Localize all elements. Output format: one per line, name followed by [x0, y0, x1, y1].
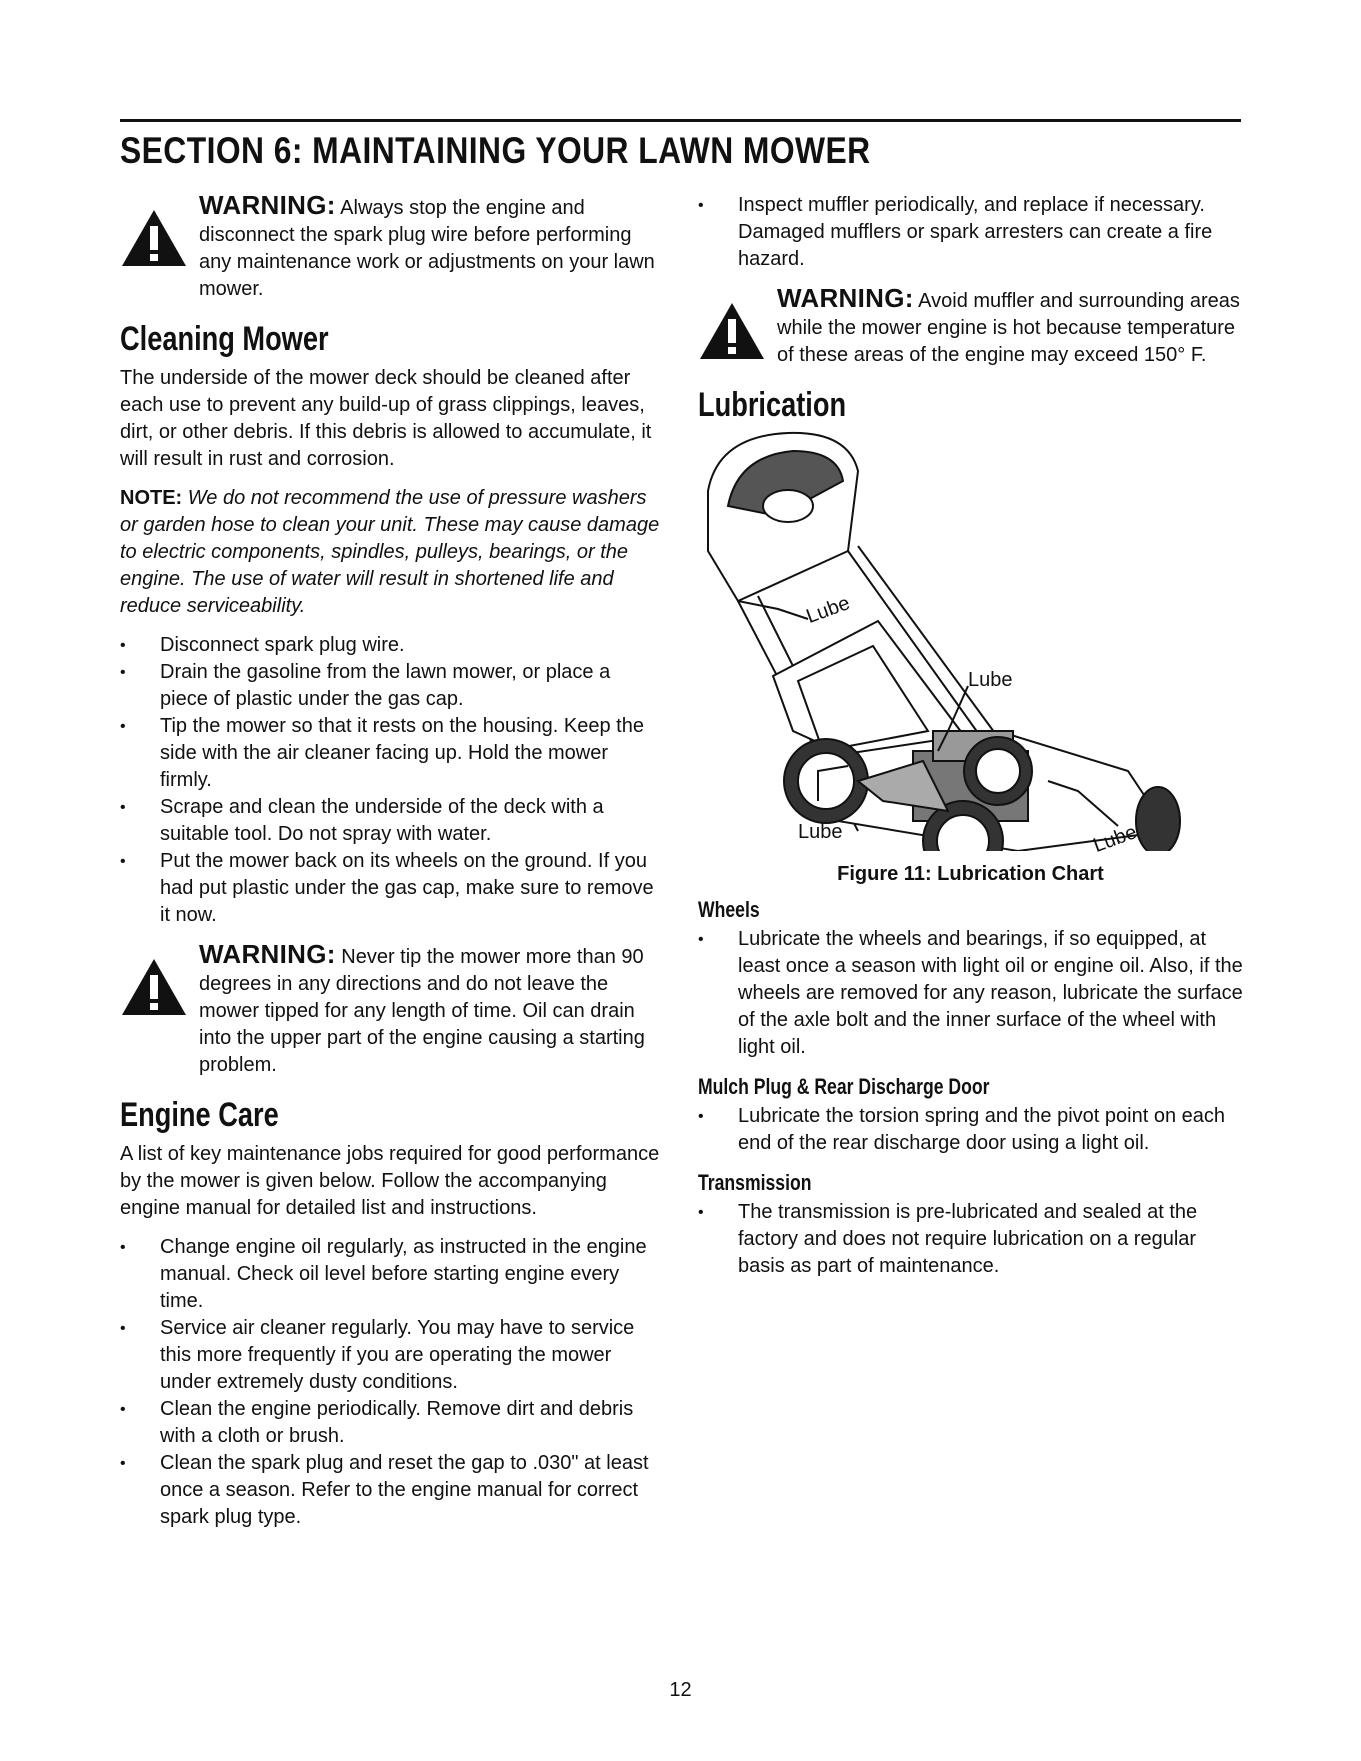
warning-triangle-icon: [698, 301, 766, 361]
mulch-plug-heading: Mulch Plug & Rear Discharge Door: [698, 1074, 990, 1099]
lube-label: Lube: [803, 592, 853, 628]
page-number: 12: [669, 1679, 692, 1701]
muffler-list: [698, 192, 1243, 273]
list-item: • Put the mower back on its wheels on the ground. If you had put plastic under the gas cap, make sure to remove it now.: [120, 848, 660, 929]
warning-label: WARNING:: [199, 939, 336, 969]
list-item: • Change engine oil regularly, as instructed in the engine manual. Check oil level before starting engine every time.: [120, 1234, 660, 1315]
list-item: • Clean the engine periodically. Remove dirt and debris with a cloth or brush.: [120, 1396, 660, 1450]
header-rule: [120, 119, 1241, 122]
list-item: • Lubricate the torsion spring and the pivot point on each end of the rear discharge door using a light oil.: [698, 1103, 1243, 1157]
engine-paragraph: A list of key maintenance jobs required for good performance by the mower is given below. Follow the accompanying engine manual for detailed list and instructions.: [120, 1143, 660, 1219]
transmission-list: [698, 1199, 1243, 1280]
transmission-heading: Transmission: [698, 1170, 812, 1195]
warning-text: Avoid muffler and surrounding areas while the mower engine is hot because temperature of these areas of the engine may exceed 150° F.: [777, 290, 1240, 366]
warning-label: WARNING:: [199, 190, 336, 220]
warning-label: WARNING:: [777, 283, 914, 313]
lube-label: Lube: [968, 669, 1013, 691]
list-item: • Lubricate the wheels and bearings, if so equipped, at least once a season with light oil or engine oil. Also, if the wheels are removed for any reason, lubricate the surface of the axle bolt and the inner surface of the wheel with light oil.: [698, 926, 1243, 1061]
cleaning-paragraph: The underside of the mower deck should be cleaned after each use to prevent any build-up of grass clippings, leaves, dirt, or other debris. If this debris is allowed to accumulate, it will result in rust and corrosion.: [120, 367, 652, 470]
lubrication-chart-figure: [698, 431, 1243, 857]
right-column: [698, 192, 1243, 1292]
lube-label: Lube: [798, 821, 843, 843]
section-title: SECTION 6: MAINTAINING YOUR LAWN MOWER: [120, 130, 871, 171]
engine-care-heading: Engine Care: [120, 1096, 279, 1134]
list-item: • The transmission is pre-lubricated and sealed at the factory and does not require lubrication on a regular basis as part of maintenance.: [698, 1199, 1243, 1280]
figure-caption: Figure 11: Lubrication Chart: [837, 863, 1104, 885]
lawn-mower-illustration: [698, 431, 1243, 851]
warning-block-muffler: [698, 285, 1243, 369]
warning-triangle-icon: [120, 208, 188, 268]
left-column: [120, 192, 660, 1543]
wheels-list: [698, 926, 1243, 1061]
list-item: • Drain the gasoline from the lawn mower, or place a piece of plastic under the gas cap.: [120, 659, 660, 713]
list-item: • Clean the spark plug and reset the gap to .030" at least once a season. Refer to the engine manual for correct spark plug type.: [120, 1450, 660, 1531]
list-item: • Tip the mower so that it rests on the housing. Keep the side with the air cleaner facing up. Hold the mower firmly.: [120, 713, 660, 794]
list-item: • Service air cleaner regularly. You may have to service this more frequently if you are operating the mower under extremely dusty conditions.: [120, 1315, 660, 1396]
warning-text: Never tip the mower more than 90 degrees in any directions and do not leave the mower tipped for any length of time. Oil can drain into the upper part of the engine causing a starting problem.: [199, 946, 645, 1076]
lube-label: Lube: [1090, 821, 1140, 857]
warning-triangle-icon: [120, 957, 188, 1017]
list-item: • Scrape and clean the underside of the deck with a suitable tool. Do not spray with water.: [120, 794, 660, 848]
note-paragraph: [120, 485, 660, 620]
engine-steps-list: [120, 1234, 660, 1531]
note-label: NOTE:: [120, 487, 183, 509]
mulch-list: [698, 1103, 1243, 1157]
note-text: We do not recommend the use of pressure washers or garden hose to clean your unit. These may cause damage to electric components, spindles, pulleys, bearings, or the engine. The use of water will result in shortened life and reduce serviceability.: [120, 487, 660, 617]
cleaning-mower-heading: Cleaning Mower: [120, 320, 329, 358]
lubrication-heading: Lubrication: [698, 386, 847, 424]
wheels-heading: Wheels: [698, 897, 760, 922]
warning-block-stop-engine: [120, 192, 660, 303]
list-item: • Inspect muffler periodically, and replace if necessary. Damaged mufflers or spark arresters can create a fire hazard.: [698, 192, 1243, 273]
warning-block-tipping: [120, 941, 660, 1079]
list-item: • Disconnect spark plug wire.: [120, 632, 660, 659]
warning-text: Always stop the engine and disconnect the spark plug wire before performing any maintenance work or adjustments on your lawn mower.: [199, 197, 655, 300]
cleaning-steps-list: [120, 632, 660, 929]
